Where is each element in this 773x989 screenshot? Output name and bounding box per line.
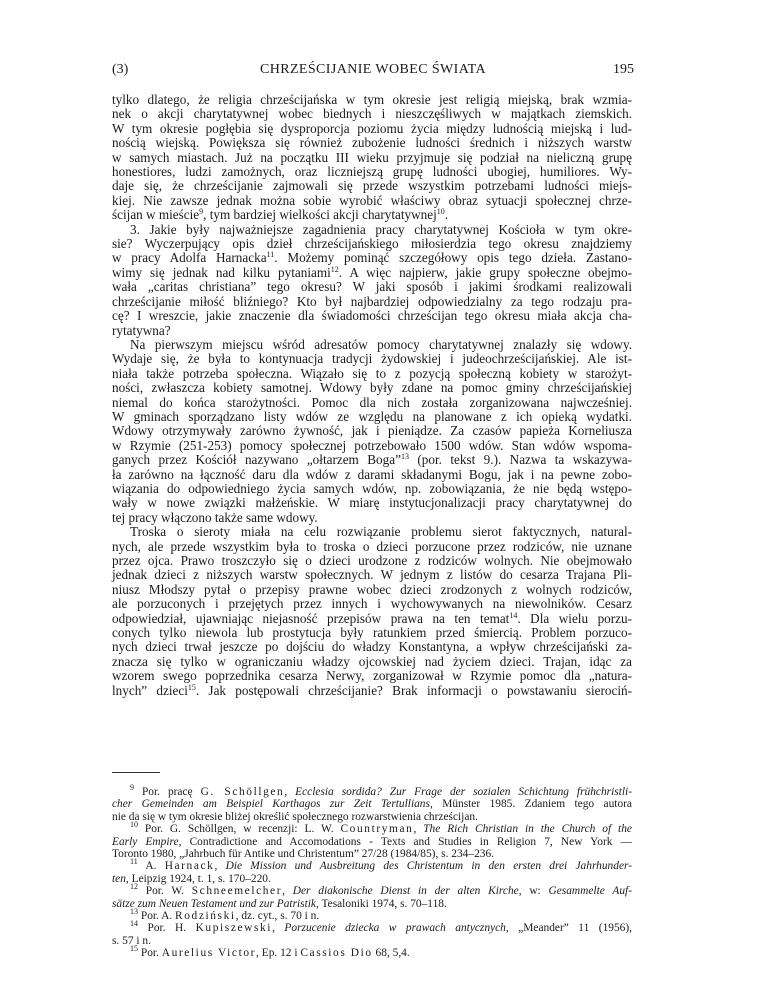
work-title: ten bbox=[112, 872, 126, 885]
body-line bbox=[112, 626, 632, 640]
line-text: nek o akcji charytatywnej wobec biednych i nieszczęśliwych w majątkach ziemskich. bbox=[112, 106, 632, 122]
line-text: wała „caritas christiana” tego okresu? W jaki sposób i jakimi środkami realizowali bbox=[112, 279, 632, 295]
footnote-line bbox=[112, 857, 633, 873]
footnote-ref: 13 bbox=[400, 452, 409, 462]
line-text: znacza się tylko w ograniczaniu władzy ojcowskiej nad życiem dzieci. Trajan, idąc za bbox=[112, 653, 632, 669]
footnote-text: Por. A. bbox=[140, 910, 176, 923]
footnote-text: , Contradictione and Accomodations - Texts and Studies in Religion 7, New York — bbox=[178, 835, 632, 848]
line-text: wzorem swego poprzednika cesarza Nerwy, zorganizował w Rzymie pomoc dla „natura- bbox=[112, 668, 632, 684]
line-text: niała także potrzeba społeczna. Wiązało się to z pozycją społeczną kobiety w starożyt- bbox=[112, 365, 632, 381]
line-text: tej pracy włączono także same wdowy. bbox=[112, 509, 318, 525]
line-text: Wdowy otrzymywały zarówno żywność, jak i pieniądze. Za czasów papieża Korneliusza bbox=[112, 423, 632, 439]
running-header bbox=[112, 62, 634, 82]
footnote-line bbox=[112, 907, 632, 923]
footnote-text: s. 57 i n. bbox=[112, 934, 151, 947]
line-text: w Rzymie (251-253) pomocy społecznej potrzebowało 1500 wdów. Stan wdów wspoma- bbox=[112, 437, 632, 453]
footnote-text: nie da się w tym okresie bliżej określić społecznego rozwarstwienia chrześcijan. bbox=[112, 810, 478, 823]
body-line bbox=[112, 468, 632, 482]
footnote-line bbox=[112, 898, 632, 910]
line-text: wały w nowe związki małżeńskie. W miarę instytucjonalizacji pracy charytatywnej do bbox=[112, 495, 632, 511]
footnote-text: , bbox=[272, 922, 285, 935]
body-line bbox=[112, 338, 632, 352]
line-text: . Jak postępowali chrześcijanie? Brak informacji o powstawaniu sierociń- bbox=[195, 682, 632, 698]
line-text: W tym okresie pogłębia się dysproporcja poziomu życia między ludnością miejską i lud- bbox=[112, 120, 632, 136]
author-name: Rodziński bbox=[175, 910, 236, 923]
line-text: . Dla wielu porzu- bbox=[517, 610, 632, 626]
line-text: . bbox=[444, 207, 449, 223]
line-text: nością wiejską. Powiększa się również zubożenie ludności średnich i niższych warstw bbox=[112, 135, 632, 151]
body-line bbox=[112, 554, 632, 568]
line-text: . A więc najpierw, jakie grupy społeczne obejmo- bbox=[338, 264, 633, 280]
line-text: ścijan w mieście bbox=[112, 207, 200, 223]
line-text: nych, ale przede wszystkim była to troska o dzieci porzucone przez rodziców, nie uznane bbox=[112, 538, 632, 554]
footnote-text: Por. H. bbox=[147, 922, 196, 935]
footnote-separator bbox=[112, 772, 160, 773]
footnote-number: 11 bbox=[130, 857, 138, 867]
line-text: w samych miastach. Już na początku III wieku przyjmuje się podział na nieliczną grupę bbox=[112, 149, 632, 165]
footnote-text: 68, 5,4. bbox=[372, 947, 410, 960]
footnote-number: 14 bbox=[130, 919, 138, 929]
footnote-text: Toronto 1980, „Jahrbuch für Antike und Christentum” 27/28 (1984/85), s. 234–236. bbox=[112, 848, 495, 861]
footnote-text: , bbox=[284, 786, 296, 798]
footnote-number: 10 bbox=[130, 820, 138, 830]
body-line bbox=[112, 237, 632, 251]
footnote-ref: 9 bbox=[199, 207, 204, 217]
body-line bbox=[112, 496, 632, 510]
body-line bbox=[112, 223, 632, 237]
footnote-line bbox=[112, 811, 632, 823]
body-line bbox=[112, 136, 632, 150]
author-name: Countryman bbox=[340, 823, 414, 836]
body-line bbox=[112, 352, 632, 366]
footnote-text: Por. W. bbox=[145, 885, 192, 898]
footnote-number: 9 bbox=[130, 783, 134, 792]
footnote-text: , Münster 1985. Zdaniem tego autora bbox=[429, 798, 632, 811]
line-text: odpowiedział, ujawniając niejasność przepisów prawa na ten temat bbox=[112, 610, 510, 626]
body-line bbox=[112, 684, 632, 698]
body-line bbox=[112, 324, 632, 338]
footnote-line bbox=[112, 820, 632, 836]
body-line bbox=[112, 309, 632, 323]
footnote-ref: 10 bbox=[436, 207, 445, 217]
line-text: 3. Jakie były najważniejsze zagadnienia pracy charytatywnej Kościoła w tym okre- bbox=[130, 221, 632, 237]
footnote-text: , „Meander” 11 (1956), bbox=[505, 922, 632, 935]
body-line bbox=[112, 511, 632, 525]
work-title: The Rich Christian in the Church of the bbox=[423, 823, 632, 836]
main-text bbox=[112, 93, 632, 698]
body-line bbox=[112, 179, 632, 193]
body-line bbox=[112, 612, 632, 626]
line-text: cę? I wreszcie, jakie znaczenie dla świadomości chrześcijan tego okresu miała akcja cha- bbox=[112, 308, 632, 324]
body-line bbox=[112, 295, 632, 309]
running-title: CHRZEŚCIJANIE WOBEC ŚWIATA bbox=[259, 62, 487, 77]
footnote-ref: 14 bbox=[509, 610, 518, 620]
body-line bbox=[112, 208, 632, 222]
footnote-ref: 15 bbox=[187, 682, 196, 692]
body-line bbox=[112, 424, 632, 438]
line-text: ła zarówno na łączność daru dla wdów z darami składanymi Bogu, jak i na pewne zobo- bbox=[112, 466, 632, 482]
footnote-line bbox=[112, 882, 633, 898]
footnote-number: 13 bbox=[130, 907, 138, 917]
body-line bbox=[112, 597, 632, 611]
body-line bbox=[112, 655, 632, 669]
footnote-text: , Tesaloniki 1974, s. 70–118. bbox=[315, 897, 447, 910]
footnotes bbox=[112, 783, 633, 960]
space bbox=[138, 885, 146, 897]
footnote-text: , Leipzig 1924, t. 1, s. 170–220. bbox=[125, 872, 271, 885]
body-line bbox=[112, 194, 632, 208]
footnote-line bbox=[112, 783, 632, 798]
line-text: ganych przez Kościół nazywano „ołtarzem Boga” bbox=[112, 452, 401, 468]
footnote-ref: 11 bbox=[266, 250, 275, 260]
line-text: niusz Młodszy pytał o przepisy prawne wobec dzieci zrodzonych z wolnych rodziców, bbox=[112, 581, 632, 597]
work-title: Porzucenie dziecka w prawach antycznych bbox=[284, 922, 506, 935]
line-text: chrześcijanie miłość bliźniego? Kto był najbardziej odpowiedzialny za tego rodzaju pra- bbox=[112, 293, 632, 309]
line-text: rytatywna? bbox=[112, 322, 171, 338]
footnote-line bbox=[112, 935, 632, 947]
work-title: Early Empire bbox=[112, 835, 179, 848]
line-text: Na pierwszym miejscu wśród adresatów pomocy charytatywnej znalazły się wdowy. bbox=[130, 336, 632, 352]
body-line bbox=[112, 381, 632, 395]
body-line bbox=[112, 482, 632, 496]
footnote-text: Por. G. Schöllgen, w recenzji: L. W. bbox=[144, 823, 341, 836]
footnote-line bbox=[112, 873, 632, 885]
line-text: lnych” dzieci bbox=[112, 682, 188, 698]
footnote-text: , bbox=[282, 885, 293, 898]
author-name: Kupiszewski bbox=[195, 922, 273, 935]
space bbox=[138, 823, 145, 835]
space bbox=[134, 786, 142, 798]
line-text: wiązania do odpowiedniego życia samych wdów, np. zobowiązania, że nie będą wstępo- bbox=[112, 480, 632, 496]
line-text: . Możemy pominąć szczegółowy opis tego dzieła. Zastano- bbox=[274, 250, 633, 266]
footnote-ref: 12 bbox=[330, 264, 339, 274]
body-line bbox=[112, 165, 632, 179]
footnote-line bbox=[112, 944, 632, 960]
line-text: daje się, że chrześcijanie zajmowali się przede wszystkim potrzebami ludności miejs- bbox=[112, 178, 632, 194]
body-line bbox=[112, 280, 632, 294]
section-number: (3) bbox=[112, 62, 129, 77]
body-line bbox=[112, 540, 632, 554]
space bbox=[138, 922, 148, 934]
footnote-text: Por. pracę bbox=[141, 786, 201, 798]
line-text: przez ojca. Prawo troszczyło się o dzieci urodzone z rodziców wolnych. Nie obejmowało bbox=[112, 553, 632, 568]
body-line bbox=[112, 396, 632, 410]
work-title: Ecclesia sordida? Zur Frage der sozialen Schichtung frühchristli- bbox=[295, 786, 632, 798]
body-line bbox=[112, 151, 632, 165]
body-line bbox=[112, 367, 632, 381]
work-title: Gesammelte Auf- bbox=[548, 885, 633, 898]
line-text: ale porzuconych i przejętych przez innych i wychowywanych na niewolników. Cesarz bbox=[112, 596, 632, 612]
author-name: Aurelius Victor bbox=[161, 947, 257, 960]
footnote-text: , dz. cyt., s. 70 i n. bbox=[235, 910, 320, 923]
line-text: tylko dlatego, że religia chrześcijańska w tym okresie jest religią miejską, brak wzmia- bbox=[112, 92, 632, 107]
line-text: kiej. Nie zawsze jednak można sobie wyrobić właściwy obraz sytuacji społecznej chrze- bbox=[112, 192, 632, 208]
footnote-line bbox=[112, 919, 632, 935]
footnote-text: , Ep. 12 i bbox=[256, 947, 301, 960]
line-text: niemal do końca starożytności. Pomoc dla nich została zorganizowana najwcześniej. bbox=[112, 394, 632, 410]
body-line bbox=[112, 583, 632, 597]
body-line bbox=[112, 525, 632, 539]
body-line bbox=[112, 122, 632, 136]
line-text: conych tylko niewola lub prostytucja były ratunkiem przed śmiercią. Problem porzuco- bbox=[112, 625, 632, 641]
line-text: honestiores, ludzi zamożnych, oraz liczniejszą grupę ludności ubogiej, humiliores. Wy- bbox=[112, 164, 632, 180]
body-line bbox=[112, 107, 632, 121]
work-title: sätze zum Neuen Testament und zur Patristik bbox=[112, 897, 316, 910]
line-text: W gminach sporządzano listy wdów ze względu na planowane z ich opieką wydatki. bbox=[112, 408, 632, 424]
line-text: wimy się jednak nad kilku pytaniami bbox=[112, 264, 331, 280]
author-name: G. Schöllgen bbox=[200, 786, 285, 798]
footnote-line bbox=[112, 798, 632, 810]
footnote-line bbox=[112, 836, 632, 848]
body-line bbox=[112, 568, 632, 582]
footnote-text: , bbox=[214, 860, 226, 873]
body-line bbox=[112, 640, 632, 654]
footnote-text: , w: bbox=[518, 885, 549, 898]
footnote-line bbox=[112, 848, 632, 860]
line-text: (por. tekst 9.). Nazwa ta wskazywa- bbox=[408, 452, 632, 468]
body-line bbox=[112, 266, 632, 280]
line-text: , tym bardziej wielkości akcji charytatywnej bbox=[203, 207, 437, 223]
body-line bbox=[112, 669, 632, 683]
work-title: cher Gemeinden am Beispiel Karthagos zur Zeit Tertullians bbox=[112, 798, 430, 811]
author-name: Schneemelcher bbox=[191, 885, 283, 898]
body-line bbox=[112, 453, 632, 467]
line-text: Wydaje się, że była to kontynuacja tradycji żydowskiej i judeochrześcijańskiej. Ale ist- bbox=[112, 351, 632, 367]
footnote-text: Por. bbox=[140, 947, 162, 960]
line-text: Troska o sieroty miała na celu rozwiązanie problemu sierot faktycznych, natural- bbox=[130, 524, 632, 540]
line-text: sie? Wyczerpujący opis dzieł chrześcijańskiego miłosierdzia tego okresu znajdziemy bbox=[112, 236, 632, 252]
footnote-number: 15 bbox=[130, 944, 138, 954]
body-line bbox=[112, 251, 632, 265]
footnote-text: A. bbox=[145, 860, 165, 873]
line-text: jednak dzieci z niższych warstw społecznych. W jednym z listów do cesarza Trajana Pli- bbox=[112, 567, 632, 583]
page-number: 195 bbox=[613, 62, 634, 77]
line-text: ności, zwłaszcza kobiety samotnej. Wdowy były zdane na pomoc gminy chrześcijańskiej bbox=[112, 380, 632, 396]
author-name: Harnack bbox=[164, 860, 215, 873]
line-text: w pracy Adolfa Harnacka bbox=[112, 250, 267, 266]
author-name: Cassios Dio bbox=[300, 947, 373, 960]
line-text: nych dzieci trwał jeszcze po dojściu do władzy Konstantyna, a wpływ chrześcijański za- bbox=[112, 639, 632, 655]
body-line bbox=[112, 93, 632, 107]
body-line bbox=[112, 410, 632, 424]
work-title: Der diakonische Dienst in der alten Kirche bbox=[292, 885, 519, 898]
work-title: Die Mission und Ausbreitung des Christentum in den ersten drei Jahrhunder- bbox=[225, 860, 633, 873]
body-line bbox=[112, 439, 632, 453]
footnote-text: , bbox=[413, 823, 424, 836]
footnote-number: 12 bbox=[130, 882, 138, 892]
